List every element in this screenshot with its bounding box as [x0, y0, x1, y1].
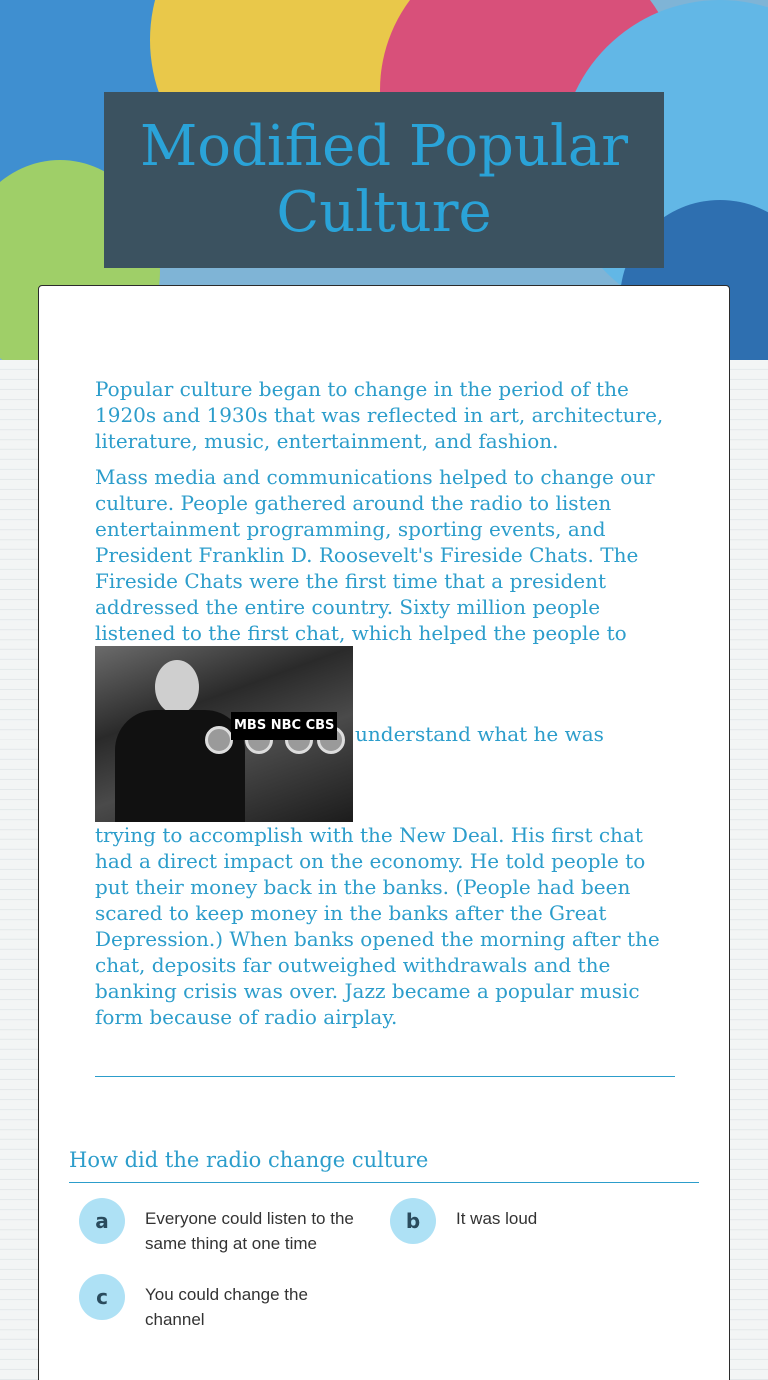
paragraph-intro: Popular culture began to change in the period of the 1920s and 1930s that was reflected in art, architecture, literature, music, entertainment, and fashion. [95, 377, 664, 453]
paragraph-text-inline: understand what he was [355, 722, 604, 746]
title-banner [104, 92, 664, 268]
content-card [38, 285, 730, 1380]
answer-option-a[interactable] [79, 1198, 379, 1256]
option-letter-badge: b [390, 1198, 436, 1244]
option-label: You could change the channel [145, 1285, 308, 1329]
section-divider [95, 1076, 675, 1077]
answer-option-c[interactable] [79, 1274, 359, 1332]
article-body [95, 376, 685, 1040]
paragraph-text: Mass media and communications helped to change our culture. People gathered around the radio to listen entertainment programming, sporting events, and President Franklin D. Roosevelt's Fireside Chats. The Fireside Chats were the first time that a president addressed the entire country. Sixty million people listened to the first chat, which helped the people to [95, 465, 655, 645]
option-letter-badge: c [79, 1274, 125, 1320]
option-letter-badge: a [79, 1198, 125, 1244]
page-title: Modified Popular Culture [139, 114, 629, 245]
paragraph-text-continued: trying to accomplish with the New Deal. His first chat had a direct impact on the economy. He told people to put their money back in the banks. (People had been scared to keep money in the banks after the Great Depression.) When banks opened the morning after the chat, deposits far outweighed withdrawals and the banking crisis was over. Jazz became a popular music form because of radio airplay. [95, 823, 660, 1029]
option-label: Everyone could listen to the same thing at one time [145, 1209, 354, 1253]
option-label: It was loud [456, 1209, 538, 1228]
microphone-sign: MBS NBC CBS [231, 712, 337, 740]
paragraph-mass-media [95, 464, 685, 1030]
fireside-chat-photo [95, 646, 353, 822]
question-prompt: How did the radio change culture [69, 1146, 699, 1183]
answer-option-b[interactable] [390, 1198, 690, 1244]
photo-row [95, 646, 685, 822]
